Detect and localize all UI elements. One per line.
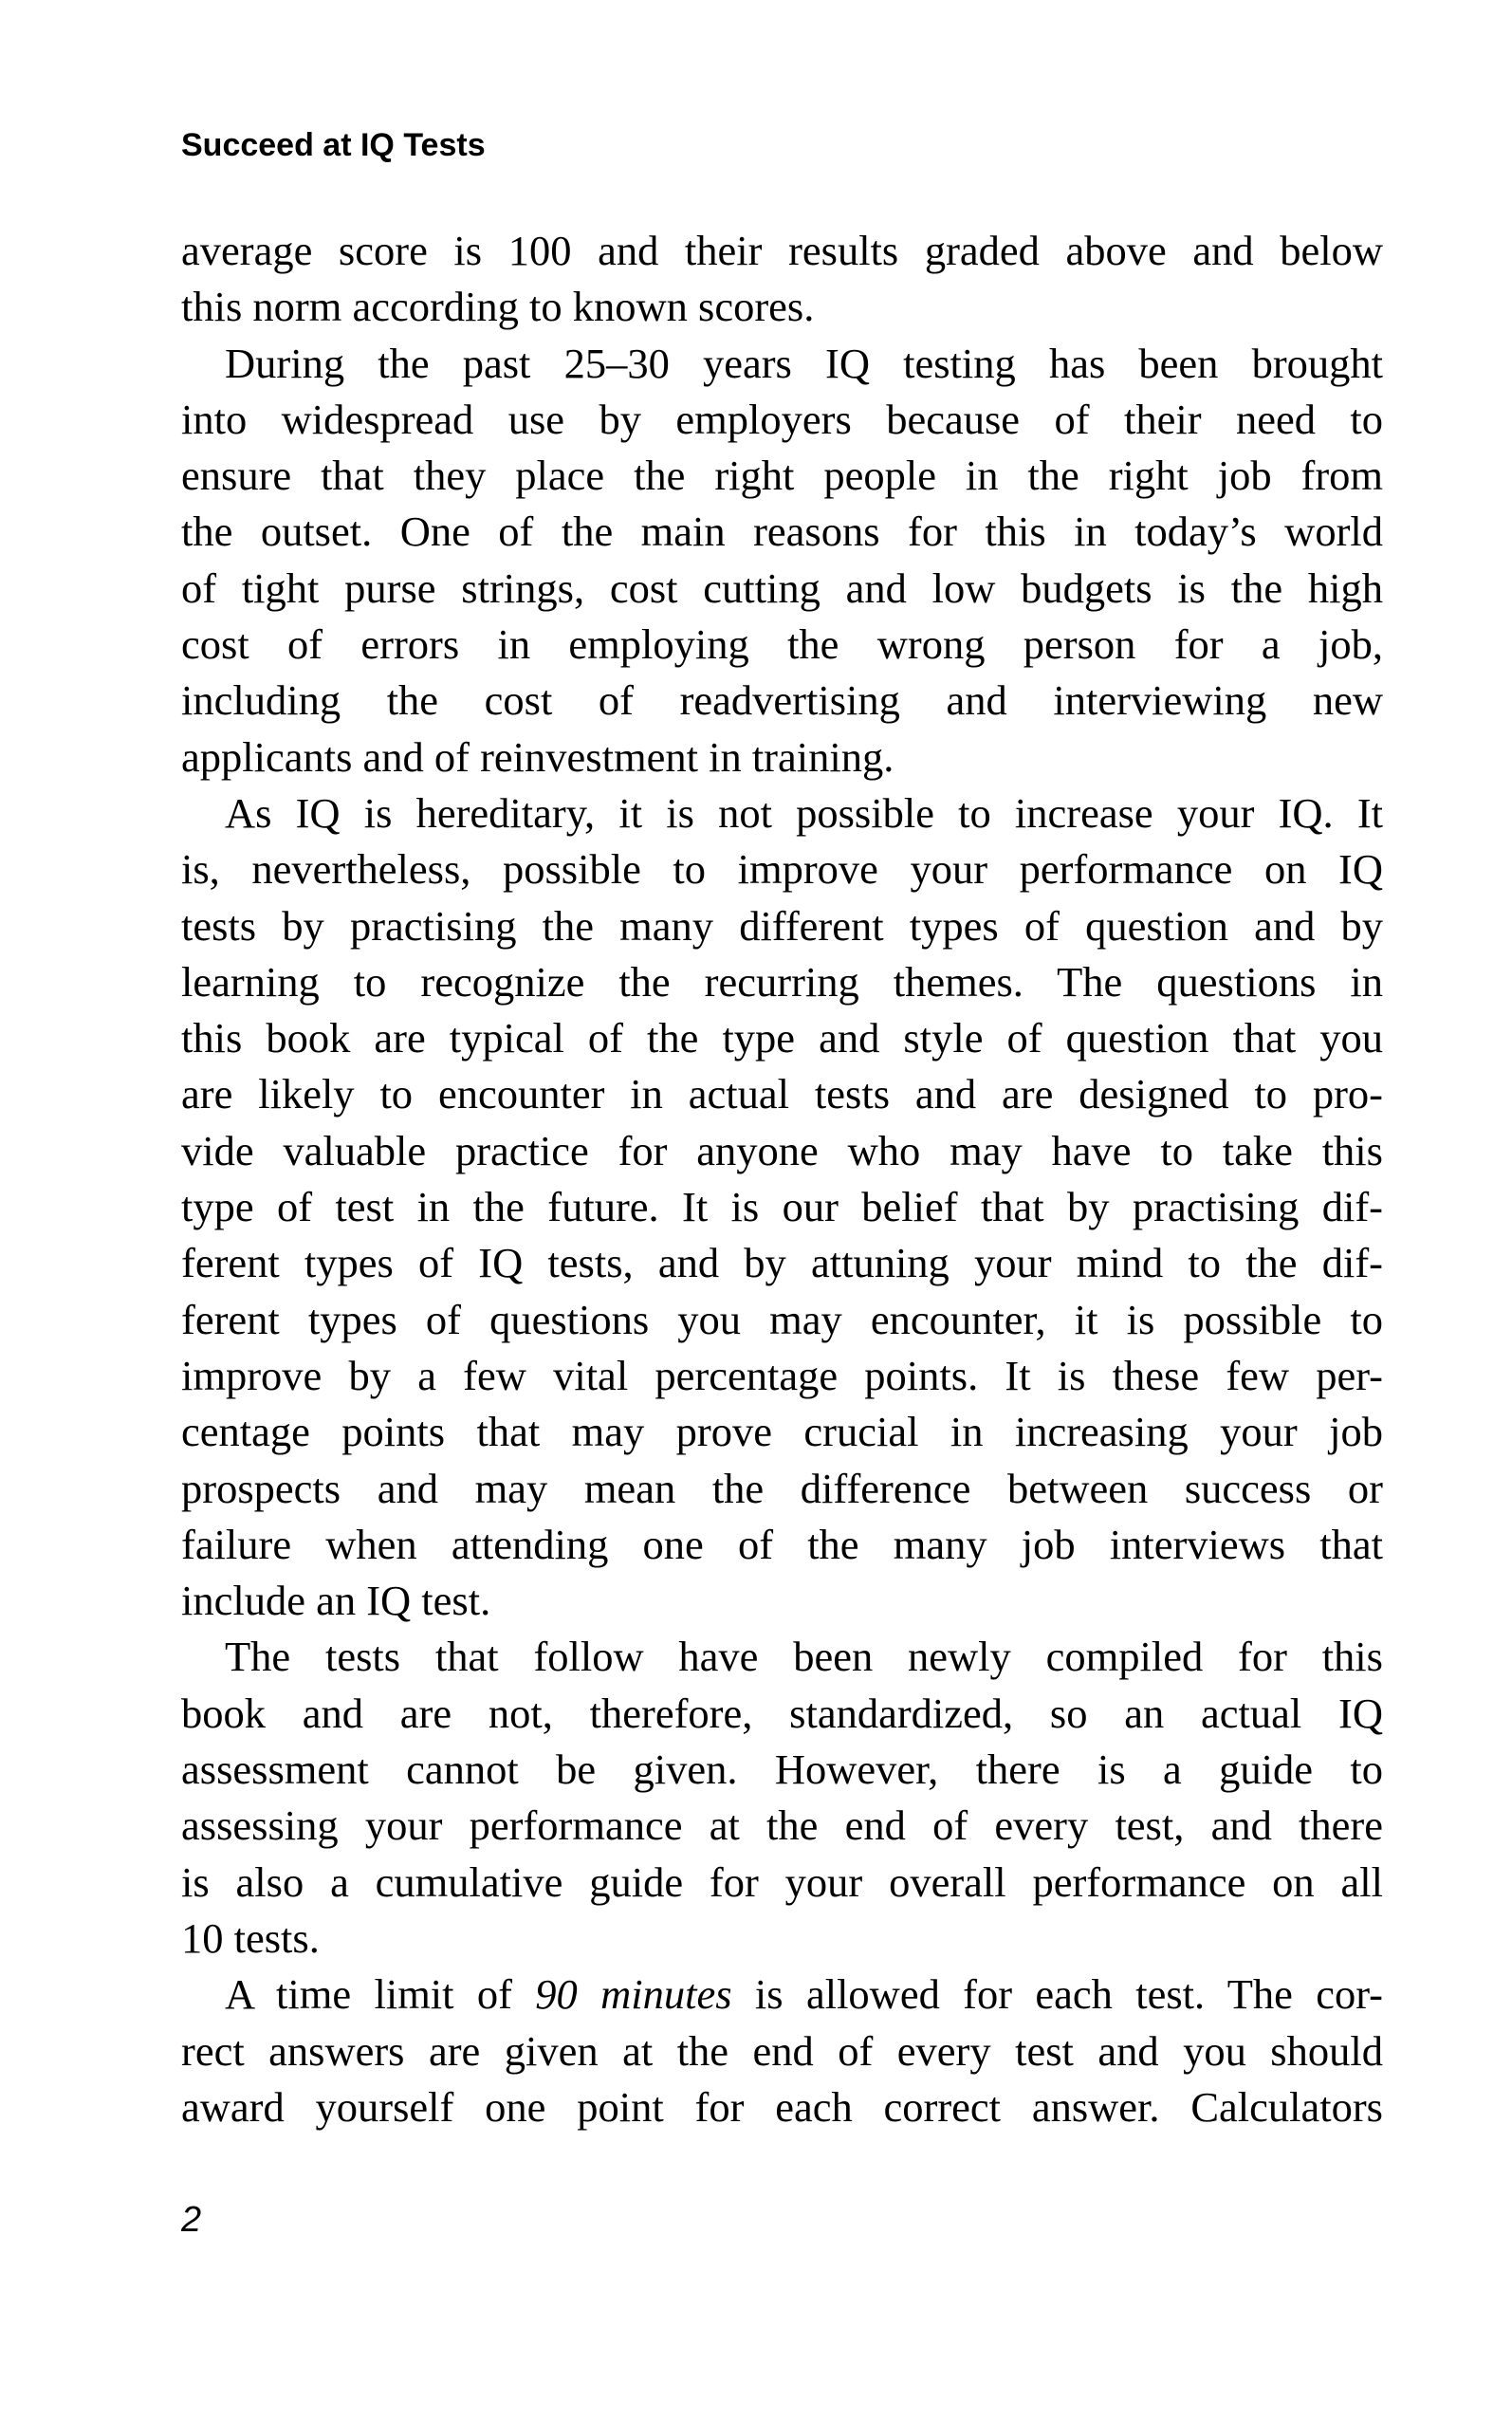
text-run: is allowed for each test. The cor- — [731, 1970, 1383, 2019]
text-line: award yourself one point for each correct answer. Calculators — [181, 2082, 1383, 2131]
text-line: tests by practising the many different types of question and by — [181, 901, 1383, 950]
text-line: learning to recognize the recurring themes. The questions in — [181, 957, 1383, 1006]
text-line: improve by a few vital percentage points. It is these few per- — [181, 1351, 1383, 1399]
text-line: is, nevertheless, possible to improve your performance on IQ — [181, 845, 1383, 894]
text-line: 10 tests. — [181, 1913, 320, 1962]
page-number: 2 — [181, 2200, 202, 2240]
text-line: the outset. One of the main reasons for this in today’s world — [181, 508, 1383, 556]
text-line: including the cost of readvertising and interviewing new — [181, 676, 1383, 725]
text-line: this book are typical of the type and style of question that you — [181, 1014, 1383, 1062]
text-line: of tight purse strings, cost cutting and low budgets is the high — [181, 563, 1383, 612]
text-line: is also a cumulative guide for your overall performance on all — [181, 1857, 1383, 1906]
text-line: into widespread use by employers because of their need to — [181, 395, 1383, 443]
text-line: centage points that may prove crucial in increasing your job — [181, 1408, 1383, 1456]
text-line: type of test in the future. It is our belief that by practising dif- — [181, 1183, 1383, 1231]
paragraph — [181, 223, 1383, 336]
text-line: rect answers are given at the end of every test and you should — [181, 2026, 1383, 2075]
text-line: average score is 100 and their results graded above and below — [181, 227, 1383, 274]
text-line: vide valuable practice for anyone who may have to take this — [181, 1126, 1383, 1174]
text-line: are likely to encounter in actual tests and are designed to pro- — [181, 1070, 1383, 1118]
text-line: cost of errors in employing the wrong person for a job, — [181, 620, 1383, 669]
text-line: prospects and may mean the difference between success or — [181, 1464, 1383, 1512]
emphasis-text: 90 minutes — [535, 1970, 732, 2019]
paragraph — [181, 785, 1383, 1629]
body-text — [181, 223, 1383, 2135]
text-line: this norm according to known scores. — [181, 283, 815, 331]
text-line: failure when attending one of the many job interviews that — [181, 1520, 1383, 1568]
text-line — [181, 1967, 1383, 2023]
paragraph — [181, 1629, 1383, 1967]
text-line: ensure that they place the right people in the right job from — [181, 452, 1383, 500]
text-line: include an IQ test. — [181, 1577, 491, 1625]
text-line: book and are not, therefore, standardized, so an actual IQ — [181, 1689, 1383, 1737]
text-line: As IQ is hereditary, it is not possible to increase your IQ. It — [225, 788, 1383, 837]
text-run: A time limit of — [225, 1970, 536, 2019]
paragraph — [181, 336, 1383, 785]
running-head: Succeed at IQ Tests — [181, 127, 486, 163]
paragraph — [181, 1967, 1383, 2135]
text-line: ferent types of questions you may encounter, it is possible to — [181, 1295, 1383, 1343]
text-line: During the past 25–30 years IQ testing has been brought — [225, 339, 1383, 387]
text-line: applicants and of reinvestment in training. — [181, 732, 894, 781]
text-line: ferent types of IQ tests, and by attuning your mind to the dif- — [181, 1239, 1383, 1287]
text-line: assessment cannot be given. However, there is a guide to — [181, 1746, 1383, 1794]
text-line: The tests that follow have been newly compiled for this — [225, 1633, 1383, 1681]
text-line: assessing your performance at the end of every test, and there — [181, 1801, 1383, 1850]
